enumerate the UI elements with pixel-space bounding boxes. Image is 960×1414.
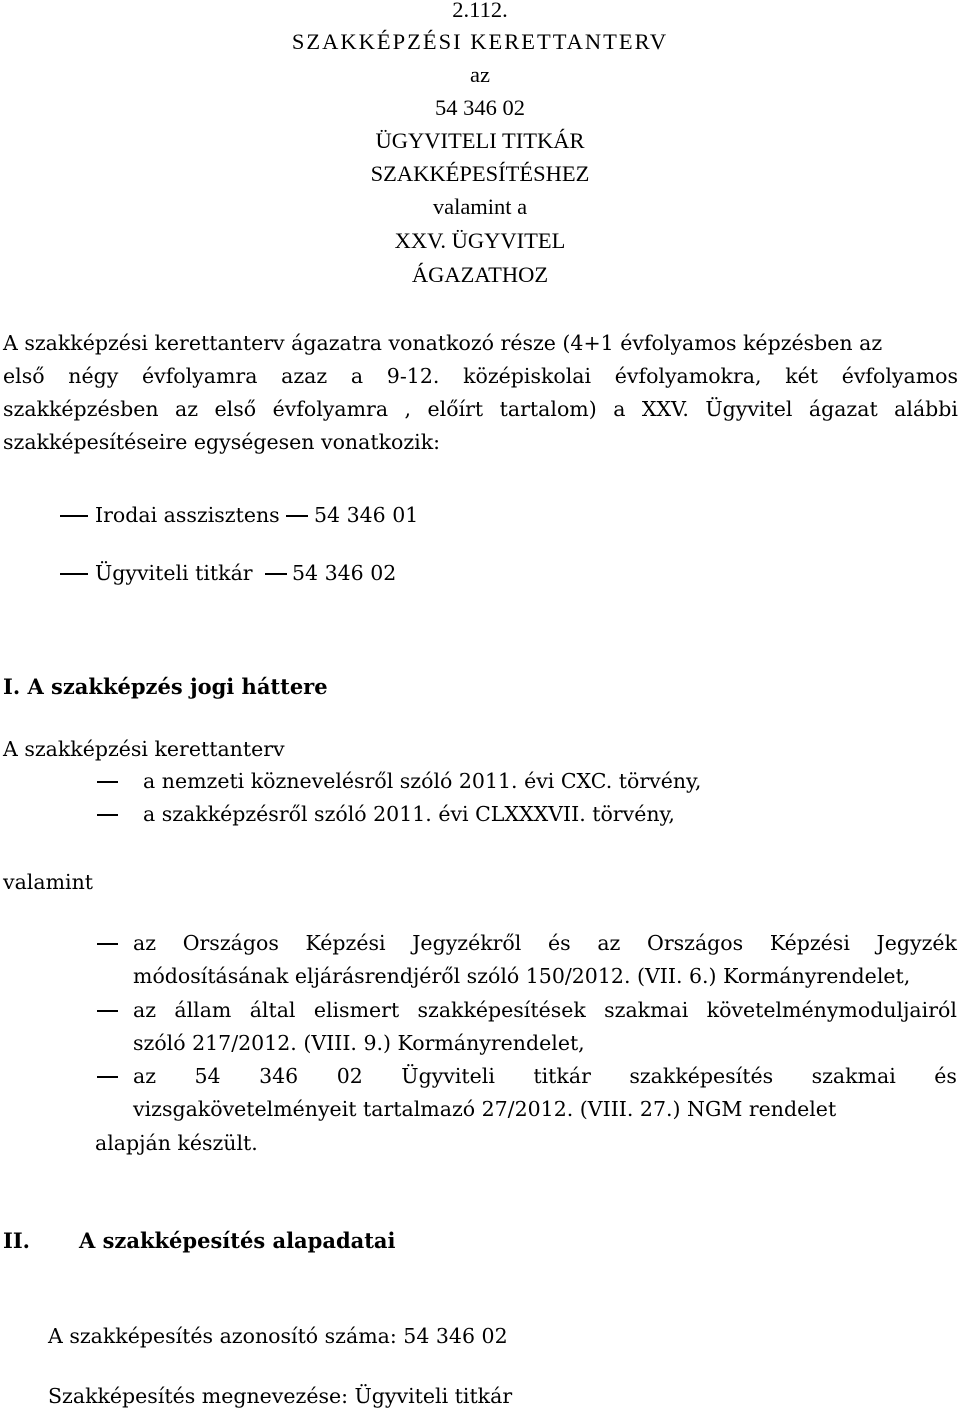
word: elismert [313, 998, 400, 1022]
word: szakmai [811, 1064, 896, 1088]
word: által [249, 998, 296, 1022]
qualification-name: Ügyviteli titkár [95, 561, 253, 585]
section-1-heading: I. A szakképzés jogi háttere [3, 674, 328, 699]
intro-line-2: első négy évfolyamra azaz a 9-12. középiskolai évfolyamokra, két évfolyamos [3, 364, 958, 388]
word: követelménymoduljairól [706, 998, 957, 1022]
dash-separator [265, 573, 287, 575]
word: szakmai [604, 998, 689, 1022]
title-line-4: ÜGYVITELI TITKÁR [375, 128, 585, 153]
section-2-heading: A szakképesítés alapadatai [79, 1228, 396, 1253]
dash-separator [286, 515, 308, 517]
reg-line-2: módosításának eljárásrendjéről szóló 150/2012. (VII. 6.) Kormányrendelet, [133, 964, 911, 988]
word: 02 [336, 1064, 363, 1088]
qualification-id-line: A szakképesítés azonosító száma: 54 346 02 [48, 1324, 508, 1348]
word: Képzési [305, 931, 386, 955]
dash-bullet [97, 781, 118, 783]
dash-bullet [97, 1076, 118, 1078]
word: az [133, 1064, 157, 1088]
intro-line-3: szakképzésben az első évfolyamra , előírt tartalom) a XXV. Ügyvitel ágazat alábbi [3, 397, 958, 421]
law-item: a nemzeti köznevelésről szóló 2011. évi CXC. törvény, [143, 769, 702, 793]
word: állam [174, 998, 232, 1022]
reg-line-2: szóló 217/2012. (VIII. 9.) Kormányrendelet, [133, 1031, 585, 1055]
reg-line-1 [133, 996, 957, 1024]
word: az [597, 931, 621, 955]
intro-line-4: szakképesítéseire egységesen vonatkozik: [3, 430, 441, 454]
closing-line: alapján készült. [95, 1131, 258, 1155]
word: szakképesítés [629, 1064, 774, 1088]
qualification-code: 54 346 01 [314, 503, 419, 527]
qualification-code: 54 346 02 [292, 561, 397, 585]
word: Jegyzékről [412, 931, 522, 955]
section-2-number: II. [3, 1228, 30, 1253]
word: Képzési [769, 931, 850, 955]
dash-bullet [60, 573, 88, 575]
title-line-2: az [470, 62, 490, 87]
intro-line-1: A szakképzési kerettanterv ágazatra vonatkozó része (4+1 évfolyamos képzésben az [3, 331, 883, 355]
law-item: a szakképzésről szóló 2011. évi CLXXXVII. törvény, [143, 802, 675, 826]
word: az [133, 998, 157, 1022]
valamint-label: valamint [3, 870, 94, 894]
word: az [133, 931, 157, 955]
title-line-7: XXV. ÜGYVITEL [394, 228, 566, 253]
reg-line-1 [133, 929, 957, 957]
word: Országos [182, 931, 279, 955]
word: és [548, 931, 571, 955]
title-line-5: SZAKKÉPESÍTÉSHEZ [370, 161, 590, 186]
word: és [934, 1064, 957, 1088]
dash-bullet [97, 814, 118, 816]
title-line-8: ÁGAZATHOZ [411, 262, 549, 287]
word: titkár [533, 1064, 591, 1088]
section-1-lead: A szakképzési kerettanterv [3, 737, 285, 761]
qualification-name: Irodai asszisztens [95, 503, 280, 527]
word: Országos [647, 931, 744, 955]
word: Ügyviteli [401, 1064, 495, 1088]
word: 346 [259, 1064, 299, 1088]
title-line-6: valamint a [432, 194, 528, 219]
qualification-name-line: Szakképesítés megnevezése: Ügyviteli titkár [48, 1384, 513, 1408]
document-number: 2.112. [452, 0, 508, 22]
dash-bullet [97, 1010, 118, 1012]
title-line-3: 54 346 02 [435, 95, 525, 120]
dash-bullet [60, 515, 88, 517]
word: szakképesítések [417, 998, 586, 1022]
word: Jegyzék [876, 931, 957, 955]
word: 54 [194, 1064, 221, 1088]
dash-bullet [97, 943, 118, 945]
reg-line-2: vizsgakövetelményeit tartalmazó 27/2012. (VIII. 27.) NGM rendelet [133, 1097, 837, 1121]
title-line-1: SZAKKÉPZÉSI KERETTANTERV [291, 29, 669, 54]
reg-line-1 [133, 1062, 957, 1090]
